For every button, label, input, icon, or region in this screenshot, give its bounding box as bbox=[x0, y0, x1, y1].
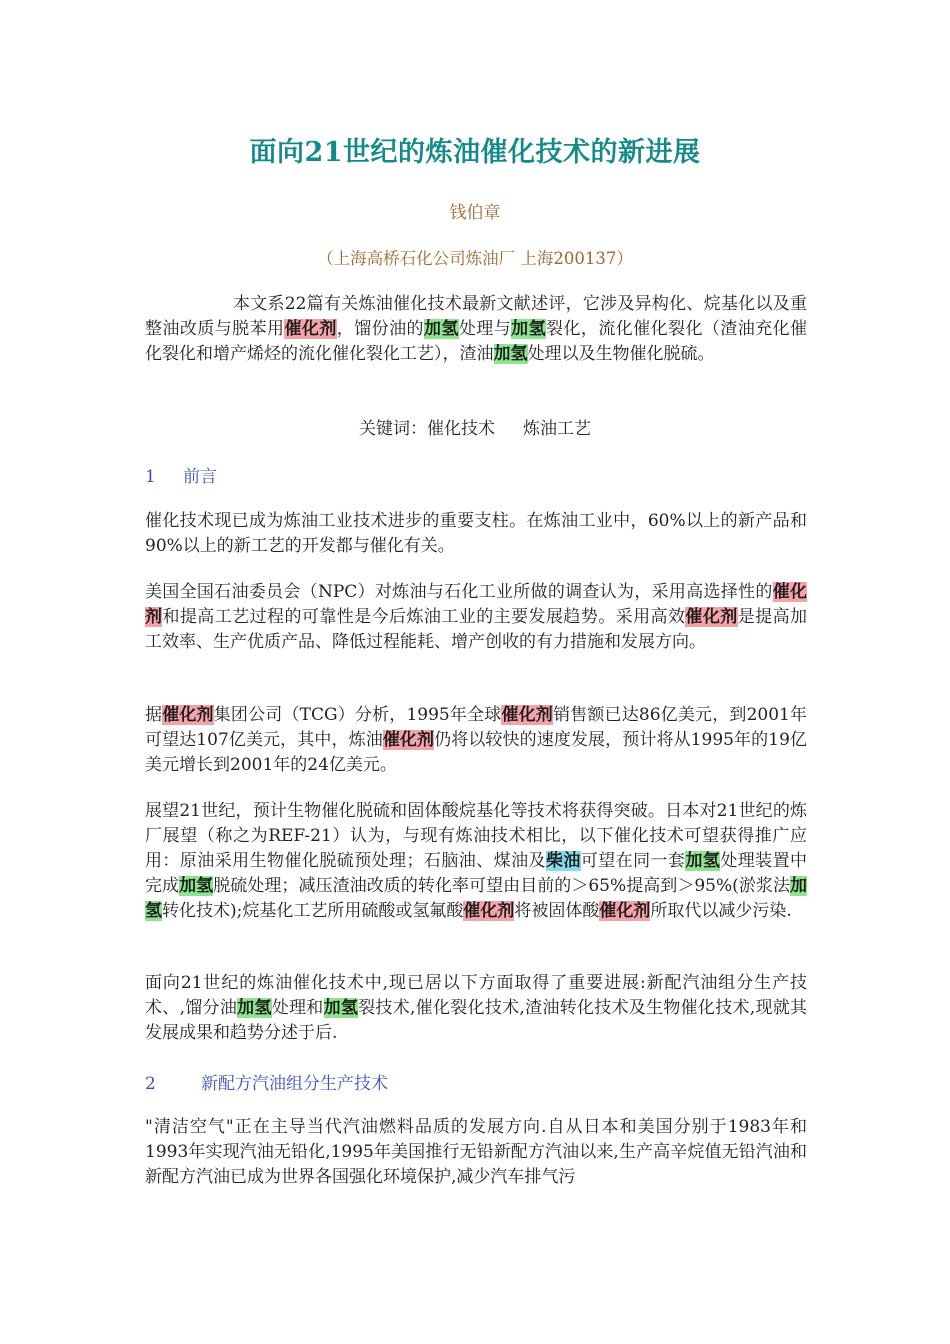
abstract-paragraph bbox=[145, 292, 807, 367]
highlighted-term: 催化剂 bbox=[685, 607, 738, 627]
section-number: 2 bbox=[145, 1074, 156, 1094]
text-run: 本文系22篇有关炼油催化技术最新文献述评，它涉及异构化、烷基化以及重整油改质与脱苯用 bbox=[145, 294, 807, 339]
highlighted-term: 催化剂 bbox=[382, 730, 435, 750]
text-run: 销售额已达86亿美元，到2001年可望达107亿美元，其中，炼油 bbox=[145, 705, 808, 750]
highlighted-term: 催化剂 bbox=[284, 319, 337, 339]
text-run: 将被固体酸 bbox=[514, 901, 600, 921]
text-run: 面向21世纪的炼油催化技术中,现已居以下方面取得了重要进展:新配汽油组分生产技术、,馏分油 bbox=[145, 973, 807, 1018]
text-run: 据 bbox=[145, 705, 163, 725]
highlighted-term: 催化剂 bbox=[501, 705, 553, 725]
text-run: 处理和 bbox=[271, 998, 324, 1018]
text-run: 仍将以较快的速度发展，预计将从1995年的19亿美元增长到2001年的24亿美元。 bbox=[145, 730, 807, 775]
highlighted-term: 加氢 bbox=[685, 851, 721, 871]
section-heading-1 bbox=[145, 462, 217, 487]
highlighted-term: 催化剂 bbox=[145, 582, 807, 627]
text-run: 是提高加工效率、生产优质产品、降低过程能耗、增产创收的有力措施和发展方向。 bbox=[145, 607, 808, 652]
author-name: 钱伯章 bbox=[449, 203, 501, 223]
text-run: ，馏份油的 bbox=[336, 319, 424, 339]
text-run: 集团公司（TCG）分析，1995年全球 bbox=[213, 705, 502, 725]
body-paragraph bbox=[145, 799, 807, 924]
keywords-label: 关键词： bbox=[359, 419, 427, 439]
text-run: 裂化，流化催化裂化（渣油充化催化裂化和增产烯烃的流化催化裂化工艺），渣油 bbox=[145, 319, 808, 364]
text-run: 美国全国石油委员会（NPC）对炼油与石化工业所做的调查认为，采用高选择性的 bbox=[145, 582, 773, 602]
body-paragraph bbox=[145, 1115, 807, 1190]
text-run: 展望21世纪，预计生物催化脱硫和固体酸烷基化等技术将获得突破。日本对21世纪的炼厂展望（称之为REF-21）认为，与现有炼油技术相比，以下催化技术可望获得推广应用：原油采用生物催化脱硫预处理；石脑油、煤油及 bbox=[145, 801, 807, 871]
text-run: 脱硫处理；减压渣油改质的转化率可望由目前的＞65%提高到＞95%(淤浆法 bbox=[213, 876, 790, 896]
highlighted-term: 加氢 bbox=[179, 876, 214, 896]
text-run: "清洁空气"正在主导当代汽油燃料品质的发展方向.自从日本和美国分别于1983年和1993年实现汽油无铅化,1995年美国推行无铅新配方汽油以来,生产高辛烷值无铅汽油和新配方汽油已成为世界各国强化环境保护,减少汽车排气污 bbox=[145, 1117, 807, 1187]
body-paragraph bbox=[145, 509, 807, 559]
highlighted-term: 加氢 bbox=[511, 319, 547, 339]
text-run: 所取代以减少污染. bbox=[650, 901, 792, 921]
page-title: 面向21世纪的炼油催化技术的新进展 bbox=[249, 137, 701, 168]
highlighted-term: 加氢 bbox=[493, 344, 528, 364]
highlighted-term: 柴油 bbox=[545, 851, 581, 871]
highlighted-term: 催化剂 bbox=[463, 901, 515, 921]
highlighted-term: 加氢 bbox=[423, 319, 459, 339]
body-paragraph bbox=[145, 703, 807, 778]
section-number: 1 bbox=[145, 467, 156, 487]
highlighted-term: 加氢 bbox=[237, 998, 272, 1018]
section-heading-2 bbox=[145, 1069, 388, 1094]
body-paragraph bbox=[145, 971, 807, 1046]
keyword-item: 炼油工艺 bbox=[523, 419, 591, 439]
keywords-line bbox=[0, 414, 950, 439]
text-run: 处理与 bbox=[458, 319, 512, 339]
highlighted-term: 催化剂 bbox=[162, 705, 214, 725]
text-run: 催化技术现已成为炼油工业技术进步的重要支柱。在炼油工业中，60%以上的新产品和90%以上的新工艺的开发都与催化有关。 bbox=[145, 511, 807, 556]
section-title: 前言 bbox=[183, 467, 217, 487]
text-run: 可望在同一套 bbox=[580, 851, 686, 871]
highlighted-term: 催化剂 bbox=[599, 901, 651, 921]
text-run: 裂技术,催化裂化技术,渣油转化技术及生物催化技术,现就其发展成果和趋势分述于后. bbox=[145, 998, 808, 1043]
highlighted-term: 加氢 bbox=[145, 876, 807, 921]
section-title: 新配方汽油组分生产技术 bbox=[201, 1074, 388, 1094]
text-run: 处理以及生物催化脱硫。 bbox=[527, 344, 715, 364]
text-run: 和提高工艺过程的可靠性是今后炼油工业的主要发展趋势。采用高效 bbox=[162, 607, 686, 627]
author-affiliation: （上海高桥石化公司炼油厂 上海200137） bbox=[317, 249, 633, 268]
body-paragraph bbox=[145, 580, 807, 655]
keyword-item: 催化技术 bbox=[427, 419, 495, 439]
text-run: 转化技术);烷基化工艺所用硫酸或氢氟酸 bbox=[162, 901, 464, 921]
text-run: 处理装置中完成 bbox=[145, 851, 808, 896]
highlighted-term: 加氢 bbox=[323, 998, 359, 1018]
